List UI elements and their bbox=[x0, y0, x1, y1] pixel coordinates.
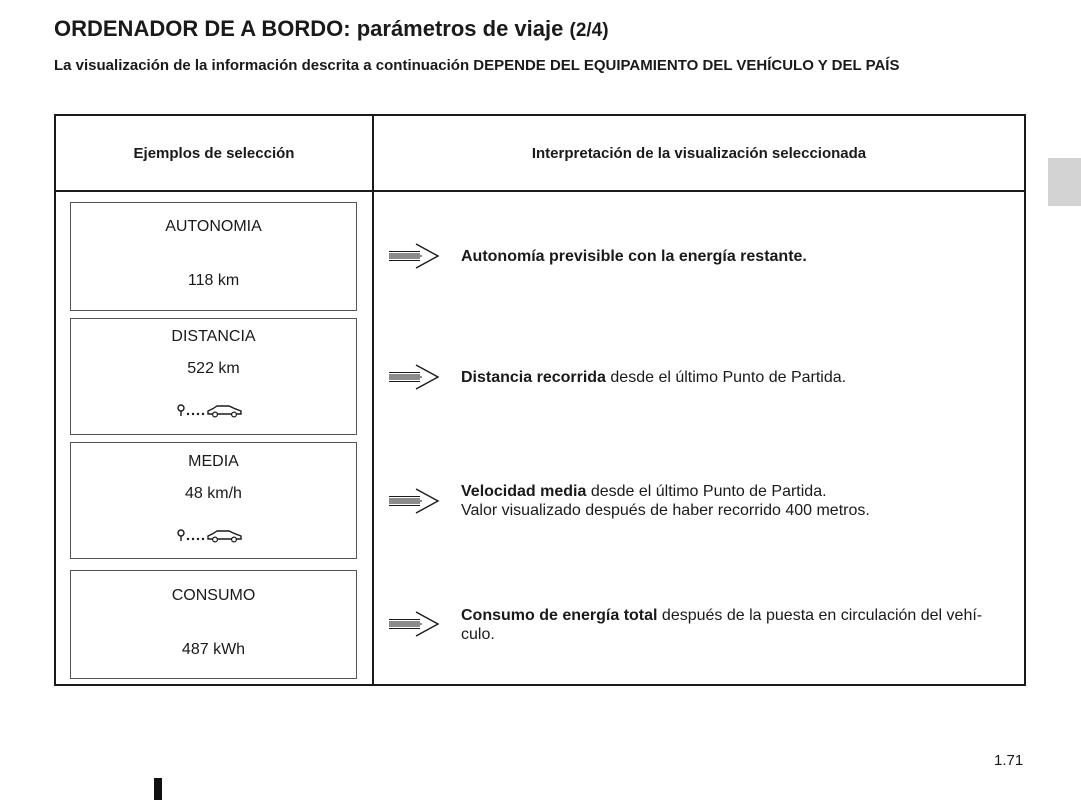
display-box-distancia bbox=[70, 318, 357, 435]
description-line-2: culo. bbox=[461, 626, 495, 643]
description-text: desde el último Punto de Partida. bbox=[605, 369, 847, 386]
display-value: 118 km bbox=[187, 272, 240, 289]
trip-start-car-icon bbox=[177, 527, 245, 543]
column-divider bbox=[372, 116, 374, 684]
display-label: CONSUMO bbox=[171, 587, 256, 604]
crop-mark bbox=[154, 778, 162, 800]
arrow-icon bbox=[388, 364, 440, 390]
display-label: MEDIA bbox=[188, 453, 239, 470]
description-consumo bbox=[461, 606, 1026, 644]
description-bold: Consumo de energía total bbox=[461, 607, 658, 624]
page-number: 1.71 bbox=[994, 752, 1024, 769]
description-text: desde el último Punto de Partida. bbox=[586, 483, 827, 500]
description-bold: Autonomía previsible con la energía restante. bbox=[461, 248, 807, 265]
description-line-1 bbox=[461, 606, 1026, 625]
display-label: AUTONOMIA bbox=[165, 218, 262, 235]
display-value: 48 km/h bbox=[185, 485, 242, 502]
arrow-icon bbox=[388, 611, 440, 637]
section-tab bbox=[1048, 158, 1081, 206]
display-value: 522 km bbox=[187, 360, 240, 377]
table-header-examples: Ejemplos de selección bbox=[133, 144, 295, 162]
description-bold: Velocidad media bbox=[461, 483, 587, 500]
arrow-icon bbox=[388, 243, 440, 269]
description-text: después de la puesta en circulación del vehí- bbox=[657, 607, 983, 624]
trip-start-car-icon bbox=[177, 402, 245, 418]
display-box-consumo bbox=[70, 570, 357, 679]
display-box-autonomia bbox=[70, 202, 357, 311]
table-header-interpretation: Interpretación de la visualización seleccionada bbox=[531, 144, 867, 162]
page-subtitle: La visualización de la información descrita a continuación DEPENDE DEL EQUIPAMIENTO DEL VEHÍCULO Y DEL PAÍS bbox=[54, 57, 900, 74]
description-line-2: Valor visualizado después de haber recorrido 400 metros. bbox=[461, 502, 870, 519]
description-autonomia bbox=[461, 247, 1026, 266]
description-media bbox=[461, 482, 1026, 520]
description-line-1 bbox=[461, 482, 1026, 501]
display-label: DISTANCIA bbox=[171, 328, 256, 345]
header-divider bbox=[56, 190, 1024, 192]
page-title-suffix: (2/4) bbox=[569, 20, 609, 41]
description-bold: Distancia recorrida bbox=[461, 369, 606, 386]
info-table bbox=[54, 114, 1026, 686]
page-title bbox=[54, 16, 609, 42]
display-box-media bbox=[70, 442, 357, 559]
arrow-icon bbox=[388, 488, 440, 514]
display-value: 487 kWh bbox=[181, 641, 246, 658]
description-distancia bbox=[461, 368, 1026, 387]
page-title-text: ORDENADOR DE A BORDO: parámetros de viaje bbox=[54, 16, 564, 41]
